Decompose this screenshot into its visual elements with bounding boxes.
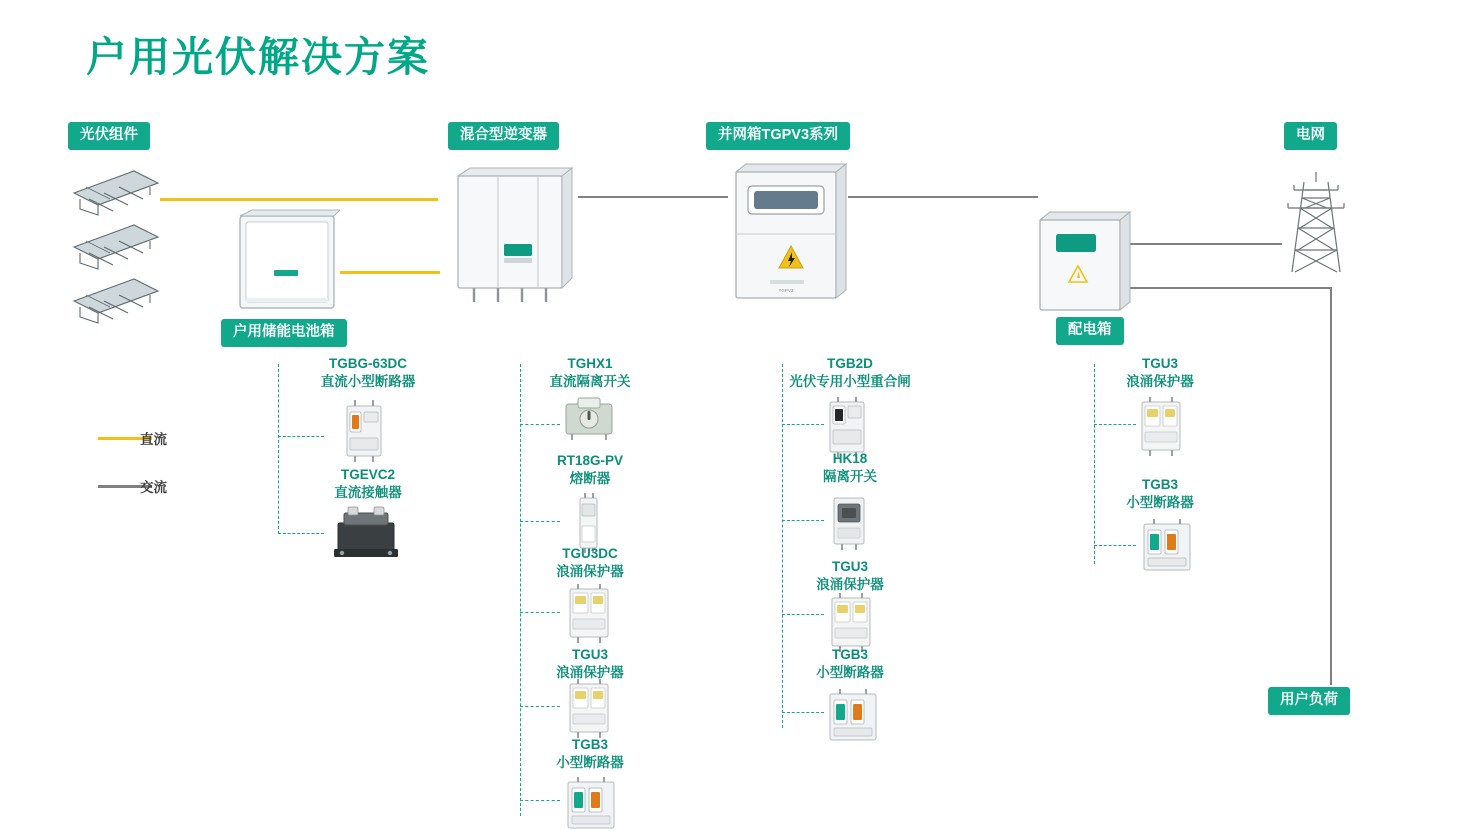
component-model: TGU3 bbox=[1141, 356, 1178, 371]
component-image-tghx1 bbox=[558, 396, 620, 447]
component-desc: 小型断路器 bbox=[556, 755, 624, 771]
component-caption-tgb3-distribution bbox=[1075, 476, 1245, 512]
stage-label-pv: 光伏组件 bbox=[68, 122, 150, 150]
legend-dc-label: 直流 bbox=[140, 432, 167, 447]
connector-inverter-to-gridbox bbox=[578, 196, 728, 198]
component-desc: 光伏专用小型重合闸 bbox=[789, 374, 911, 390]
stage-label-load: 用户负荷 bbox=[1268, 687, 1350, 715]
component-caption-tgb2d bbox=[760, 355, 940, 391]
stage-label-grid: 电网 bbox=[1284, 122, 1337, 150]
svg-text:TGPV3: TGPV3 bbox=[778, 288, 794, 293]
component-caption-tgb3-gridbox bbox=[760, 646, 940, 682]
component-caption-tghx1 bbox=[505, 355, 675, 391]
component-model: TGB3 bbox=[831, 647, 868, 662]
connector-battery-to-inverter bbox=[340, 271, 440, 274]
component-desc: 直流隔离开关 bbox=[549, 374, 631, 390]
surge-protector-icon bbox=[560, 678, 618, 740]
component-desc: 浪涌保护器 bbox=[816, 577, 884, 593]
component-desc: 浪涌保护器 bbox=[556, 564, 624, 580]
pylon-icon bbox=[1278, 168, 1354, 276]
component-desc: 隔离开关 bbox=[823, 469, 877, 485]
inverter-column-branch-4 bbox=[520, 706, 560, 707]
component-model: TGU3 bbox=[831, 559, 868, 574]
component-image-tgbg63dc bbox=[333, 398, 395, 469]
component-model: TGB3 bbox=[1141, 477, 1178, 492]
battery-column-branch-2 bbox=[278, 533, 324, 534]
component-desc: 小型断路器 bbox=[816, 665, 884, 681]
miniature-circuit-breaker-icon bbox=[1134, 518, 1200, 574]
legend-ac-label: 交流 bbox=[140, 480, 167, 495]
isolator-switch-icon bbox=[824, 490, 874, 552]
component-image-tgu3-inverter bbox=[560, 678, 618, 745]
component-caption-tgb3-inverter bbox=[505, 736, 675, 772]
distribution-column-branch-1 bbox=[1094, 424, 1136, 425]
grid-box-icon bbox=[730, 160, 852, 302]
component-model: TGB2D bbox=[827, 356, 873, 371]
component-desc: 小型断路器 bbox=[1126, 495, 1194, 511]
component-desc: 浪涌保护器 bbox=[1126, 374, 1194, 390]
battery-cabinet-icon bbox=[236, 208, 340, 314]
inverter-column-branch-2 bbox=[520, 521, 560, 522]
gridbox-column-branch-3 bbox=[782, 614, 824, 615]
component-model: HK18 bbox=[832, 451, 868, 466]
connector-gridbox-to-distribution bbox=[848, 196, 1038, 198]
inverter-column-branch-5 bbox=[520, 800, 560, 801]
inverter-column-branch-3 bbox=[520, 612, 560, 613]
inverter-column-branch-1 bbox=[520, 424, 560, 425]
component-model: TGU3DC bbox=[562, 546, 618, 561]
component-image-tgu3-distribution bbox=[1132, 396, 1190, 463]
grid-connection-box bbox=[730, 160, 852, 307]
battery-column-branch-1 bbox=[278, 436, 324, 437]
component-model: TGU3 bbox=[571, 647, 608, 662]
component-image-tgb3-gridbox bbox=[820, 688, 886, 749]
gridbox-column-branch-2 bbox=[782, 520, 824, 521]
component-image-tgu3dc bbox=[560, 583, 618, 650]
component-desc: 熔断器 bbox=[569, 471, 611, 487]
surge-protector-icon bbox=[560, 583, 618, 645]
stage-label-grid-box: 并网箱TGPV3系列 bbox=[706, 122, 850, 150]
distribution-column-spine bbox=[1094, 364, 1095, 564]
power-grid-pylon bbox=[1278, 168, 1354, 281]
component-desc: 浪涌保护器 bbox=[556, 665, 624, 681]
component-image-tgb3-inverter bbox=[558, 776, 624, 831]
surge-protector-icon bbox=[1132, 396, 1190, 458]
component-model: TGBG-63DC bbox=[328, 356, 407, 371]
miniature-circuit-breaker-icon bbox=[558, 776, 624, 831]
hybrid-inverter bbox=[452, 166, 582, 311]
surge-protector-icon bbox=[822, 592, 880, 654]
inverter-icon bbox=[452, 166, 582, 306]
component-caption-rt18g-pv bbox=[505, 452, 675, 488]
component-model: TGHX1 bbox=[567, 356, 613, 371]
gridbox-column-branch-4 bbox=[782, 712, 824, 713]
distribution-box-icon bbox=[1034, 208, 1134, 314]
stage-label-distribution: 配电箱 bbox=[1056, 317, 1124, 345]
page-title: 户用光伏解决方案 bbox=[86, 34, 430, 80]
connector-distribution-to-grid bbox=[1130, 243, 1282, 245]
miniature-circuit-breaker-icon bbox=[333, 398, 395, 464]
component-desc: 直流接触器 bbox=[334, 485, 402, 501]
component-caption-tgbg63dc bbox=[283, 355, 453, 391]
pv-array bbox=[58, 165, 168, 330]
component-image-tgevc2 bbox=[330, 505, 404, 570]
component-caption-tgu3-inverter bbox=[505, 646, 675, 682]
component-caption-tgu3-distribution bbox=[1075, 355, 1245, 391]
connector-distribution-to-load-vertical bbox=[1330, 287, 1332, 685]
component-caption-hk18 bbox=[760, 450, 940, 486]
component-model: TGB3 bbox=[571, 737, 608, 752]
miniature-circuit-breaker-icon bbox=[820, 688, 886, 744]
component-model: RT18G-PV bbox=[556, 453, 624, 468]
distribution-box bbox=[1034, 208, 1134, 319]
component-desc: 直流小型断路器 bbox=[320, 374, 416, 390]
dc-isolator-switch-icon bbox=[558, 396, 620, 442]
component-caption-tgu3-gridbox bbox=[760, 558, 940, 594]
distribution-column-branch-2 bbox=[1094, 545, 1136, 546]
component-image-tgb3-distribution bbox=[1134, 518, 1200, 579]
stage-label-battery: 户用储能电池箱 bbox=[221, 319, 347, 347]
battery-cabinet bbox=[236, 208, 340, 319]
dc-contactor-icon bbox=[330, 505, 404, 565]
auto-recloser-icon bbox=[820, 396, 876, 458]
stage-label-inverter: 混合型逆变器 bbox=[448, 122, 559, 150]
component-caption-tgu3dc bbox=[505, 545, 675, 581]
connector-distribution-to-load-horizontal bbox=[1130, 287, 1332, 289]
pv-panels-icon bbox=[58, 165, 168, 330]
component-caption-tgevc2 bbox=[283, 466, 453, 502]
component-image-hk18 bbox=[824, 490, 874, 557]
gridbox-column-branch-1 bbox=[782, 424, 824, 425]
battery-column-spine bbox=[278, 364, 279, 534]
component-model: TGEVC2 bbox=[340, 467, 395, 482]
connector-pv-to-battery bbox=[160, 198, 438, 201]
